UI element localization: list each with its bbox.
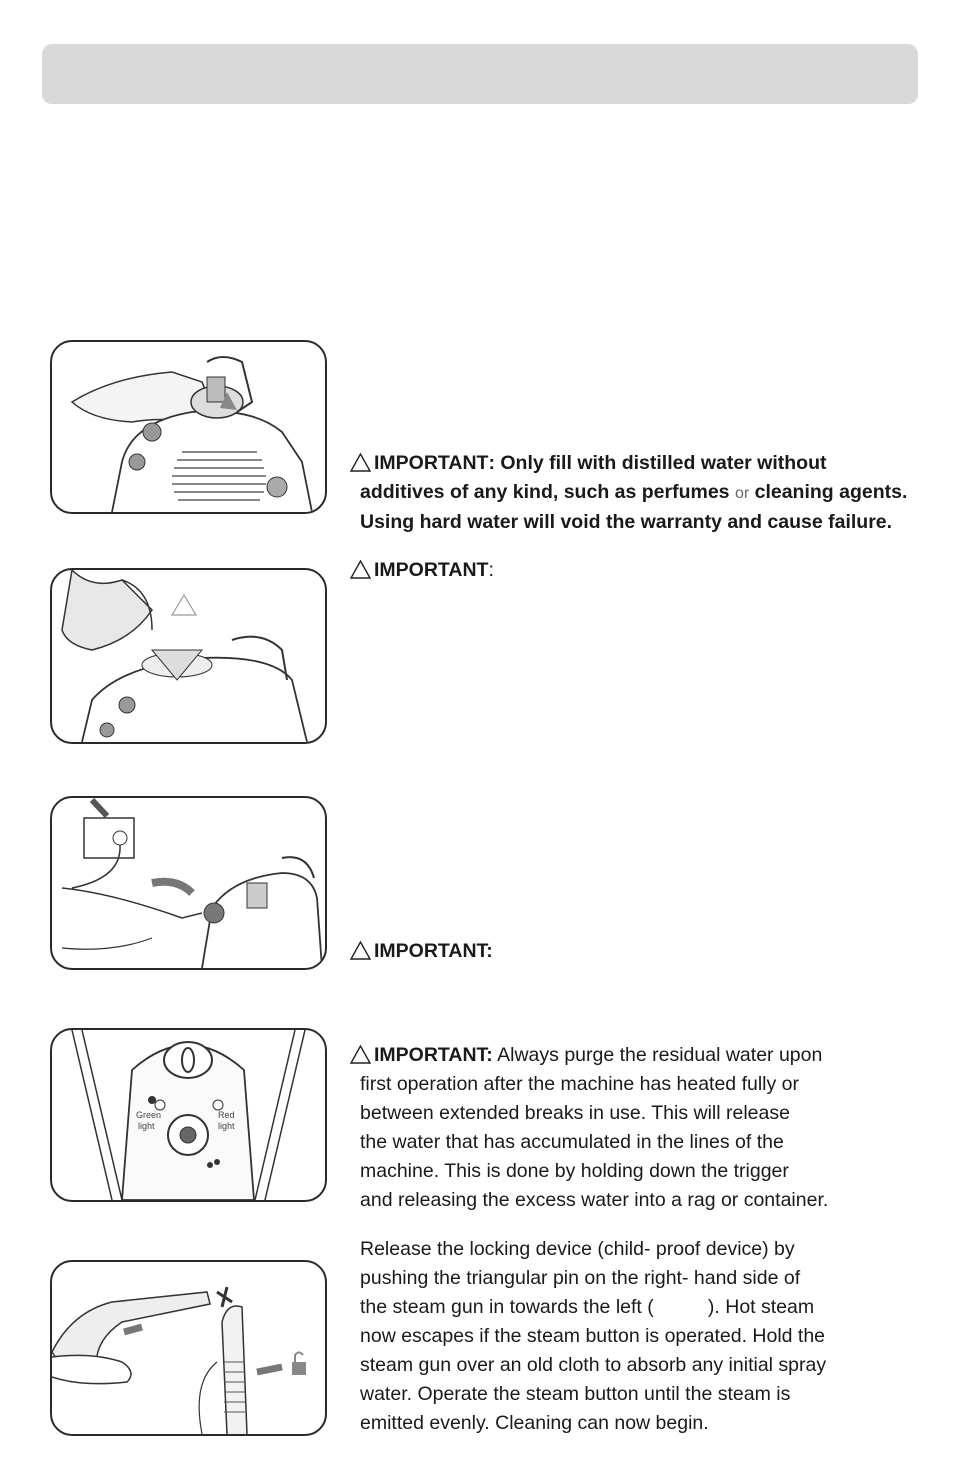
figure-control-panel [50, 1028, 327, 1202]
warning-triangle-icon [350, 453, 371, 472]
section-header-bar [42, 44, 918, 104]
warning-triangle-icon [350, 1045, 371, 1064]
release-lock-paragraph: Release the locking device (child- proof device) by pushing the triangular pin on the right- hand side of the steam gun in towards the left ( ). Hot steam now escapes if the steam button is operated. Hold the steam gun over an old cloth to absorb any initial spray water. Operate the steam button until the steam is emitted evenly. Cleaning can now begin. [360, 1238, 827, 1434]
figure-steam-gun-lock [50, 1260, 327, 1436]
svg-text:light: light [218, 1121, 235, 1131]
note-text: Only fill with distilled water without [500, 452, 827, 474]
important-note-3 [350, 937, 493, 966]
important-label: IMPORTANT [374, 559, 489, 581]
figure-pour-water [50, 568, 327, 744]
figure-plug-in-switch-on [50, 796, 327, 970]
green-light-label: Green [136, 1110, 162, 1120]
unlock-icon [292, 1353, 306, 1376]
important-label: IMPORTANT: [374, 940, 493, 962]
warning-triangle-icon [350, 941, 371, 960]
important-note-distilled-water: IMPORTANT: Only fill with distilled water without additives of any kind, such as perfumes or cleaning agents. Using hard water will void the warranty and cause failure. [350, 449, 907, 537]
important-label: IMPORTANT [374, 452, 489, 474]
important-note-purge-water: IMPORTANT: Always purge the residual water upon first operation after the machine has heated fully or between extended breaks in use. This will release the water that has accumulated in the lines of the machine. This is done by holding down the trigger and releasing the excess water into a rag or container. [350, 1041, 828, 1215]
warning-triangle-icon [350, 560, 371, 579]
important-label: IMPORTANT: [374, 1044, 493, 1066]
figure-open-tank-cap [50, 340, 327, 514]
important-note-2: IMPORTANT: [350, 556, 494, 585]
red-light-label: Red [218, 1110, 235, 1120]
svg-text:light: light [138, 1121, 155, 1131]
